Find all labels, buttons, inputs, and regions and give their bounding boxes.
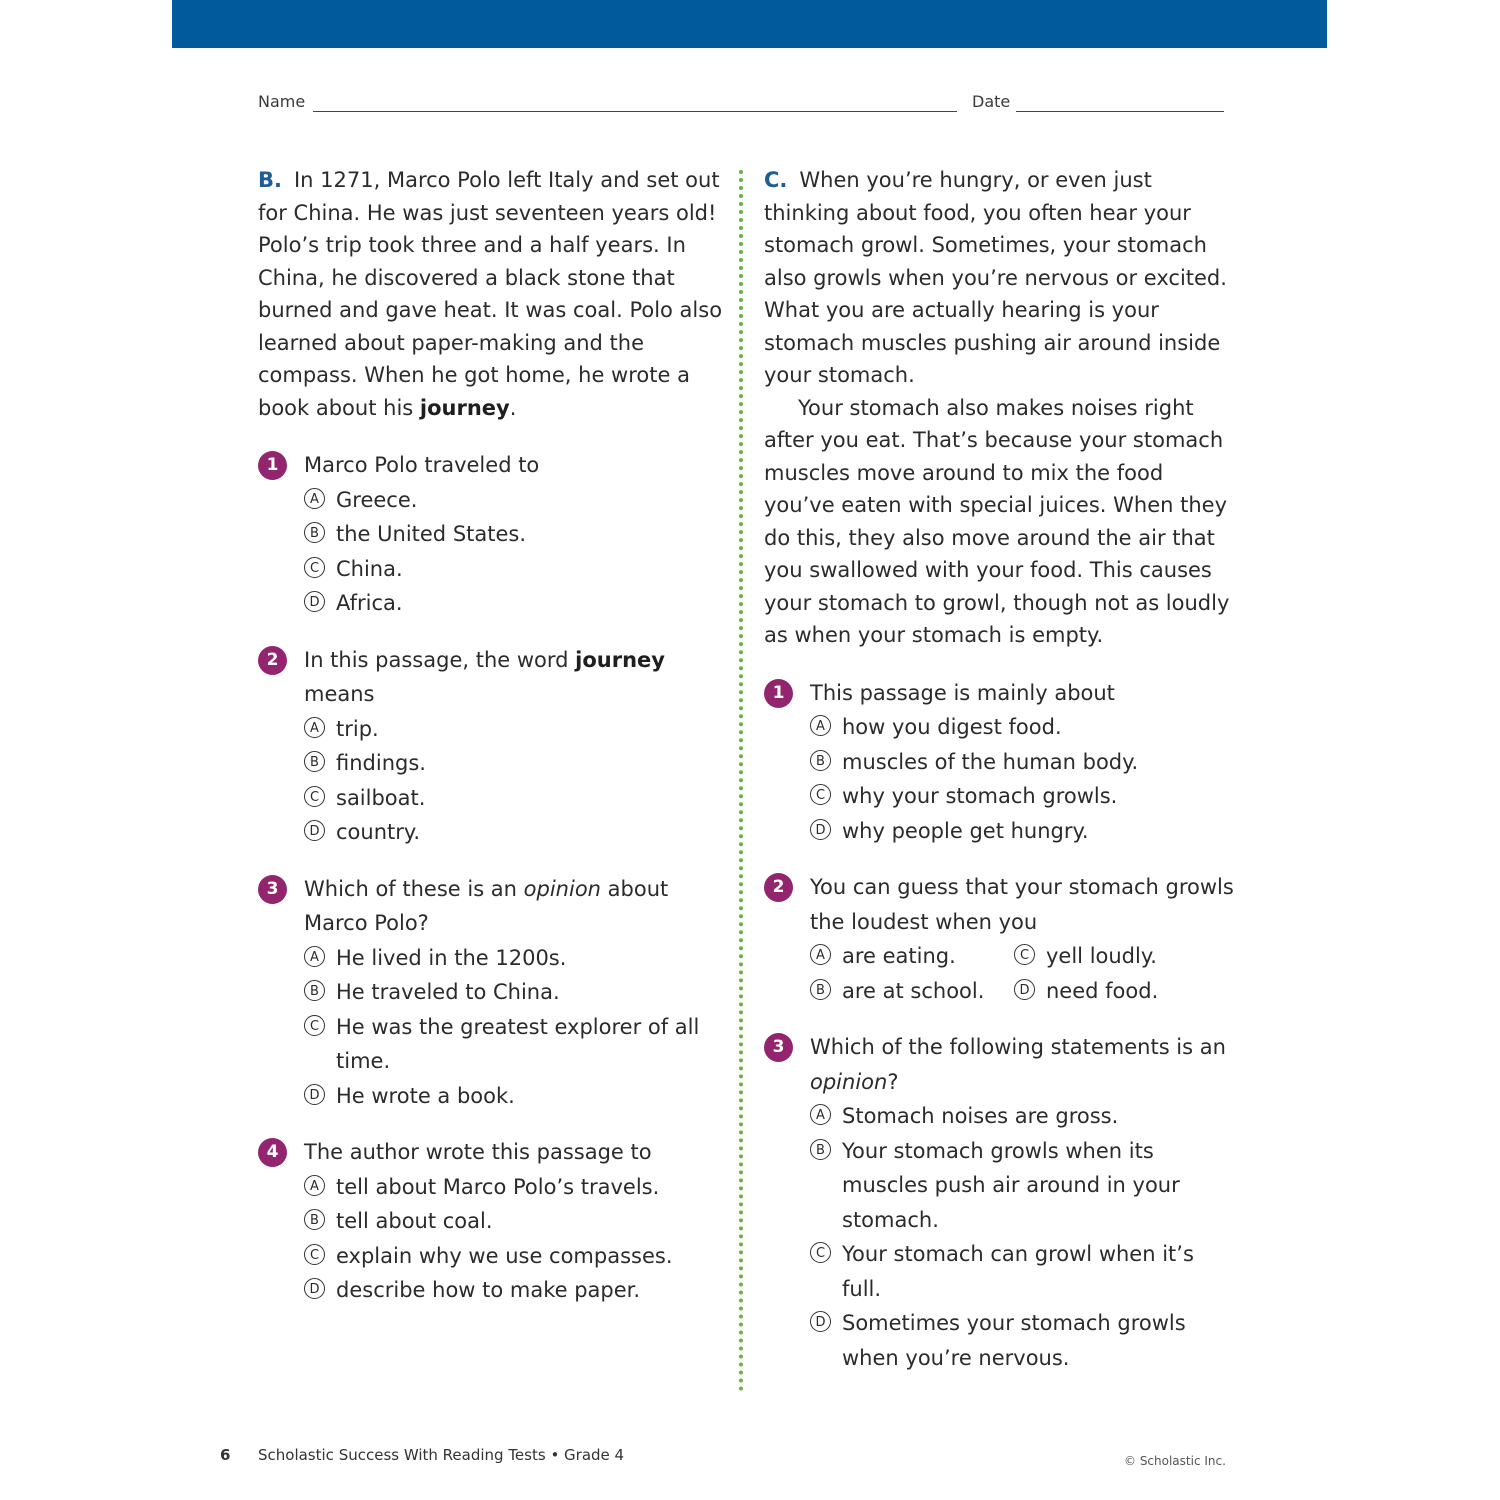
answer-option[interactable] (1014, 974, 1214, 1009)
answer-bubble[interactable]: B (810, 750, 831, 771)
date-label: Date (972, 92, 1011, 111)
answer-option[interactable] (304, 1010, 728, 1079)
stem-text: Which of the following statements is an (810, 1035, 1226, 1059)
answer-text: Sometimes your stomach growls when you’re nervous. (842, 1311, 1186, 1370)
answer-bubble[interactable]: D (810, 1311, 831, 1332)
answer-text: Africa. (336, 591, 403, 615)
answer-text: He wrote a book. (336, 1083, 515, 1108)
answer-option[interactable] (810, 1134, 1234, 1238)
answer-option[interactable] (304, 1170, 728, 1205)
passage-b-text: In 1271, Marco Polo left Italy and set out for China. He was just seventeen years old! Polo’s trip took three and a half years. In China, he discovered a black stone that burned and gave heat. It was coal. Polo also learned about paper-making and the compass. When he got home, he wrote a book about his (258, 168, 723, 420)
answer-text: China. (336, 556, 403, 581)
answer-text: Greece. (336, 487, 418, 512)
question-stem (810, 1030, 1234, 1099)
name-date-row (258, 92, 1224, 116)
answer-text: are at school. (842, 978, 985, 1003)
answer-option[interactable] (810, 745, 1234, 780)
answer-text: yell loudly. (1046, 944, 1157, 968)
answer-bubble[interactable]: B (304, 980, 325, 1001)
passage-b-end: . (509, 395, 517, 420)
question-number-badge: 3 (764, 1033, 793, 1062)
answer-text: He lived in the 1200s. (336, 945, 567, 970)
answer-bubble[interactable]: D (304, 1278, 325, 1299)
top-banner (172, 0, 1327, 48)
stem-text: Which of these is an (304, 876, 524, 901)
answer-option[interactable] (1014, 939, 1214, 974)
answer-option[interactable] (810, 1306, 1234, 1375)
answer-text: Your stomach growls when its muscles push air around in your stomach. (842, 1138, 1180, 1232)
book-title: Scholastic Success With Reading Tests • Grade 4 (258, 1446, 625, 1464)
answer-text: need food. (1046, 978, 1159, 1003)
answer-bubble[interactable]: D (810, 819, 831, 840)
question-stem (304, 872, 728, 941)
answer-bubble[interactable]: A (810, 944, 831, 965)
answer-bubble[interactable]: C (810, 1242, 831, 1263)
passage-b (258, 164, 728, 424)
answer-bubble[interactable]: A (304, 488, 325, 509)
answer-bubble[interactable]: A (304, 1175, 325, 1196)
question-c1 (764, 676, 1234, 849)
answer-option[interactable] (810, 1237, 1234, 1306)
answer-option[interactable] (304, 586, 728, 621)
question-stem: This passage is mainly about (810, 680, 1115, 705)
answer-option[interactable] (304, 552, 728, 587)
stem-vocab-word: journey (575, 647, 665, 672)
answer-option[interactable] (810, 710, 1234, 745)
column-divider (739, 170, 743, 1392)
date-line[interactable] (1016, 111, 1224, 112)
stem-emphasis: opinion (523, 876, 601, 901)
answer-bubble[interactable]: C (304, 557, 325, 578)
answer-text: explain why we use compasses. (336, 1243, 673, 1268)
answer-option[interactable] (810, 974, 1014, 1009)
question-number-badge: 4 (258, 1138, 287, 1167)
question-number-badge: 3 (258, 875, 287, 904)
answer-option[interactable] (810, 939, 1014, 974)
answer-text: tell about coal. (336, 1209, 493, 1233)
answer-option[interactable] (304, 815, 728, 850)
stem-text: about Marco Polo? (304, 876, 669, 935)
answer-text: the United States. (336, 522, 527, 546)
stem-text: ? (887, 1069, 899, 1094)
answer-option[interactable] (304, 712, 728, 747)
answer-text: describe how to make paper. (336, 1278, 641, 1302)
question-b2 (258, 643, 728, 850)
answer-bubble[interactable]: A (304, 717, 325, 738)
question-stem: You can guess that your stomach growls the loudest when you (810, 875, 1234, 934)
question-stem: Marco Polo traveled to (304, 453, 540, 477)
answer-option[interactable] (810, 779, 1234, 814)
section-c-letter: C. (764, 168, 788, 192)
passage-c-paragraph-1 (764, 164, 1234, 392)
question-stem: The author wrote this passage to (304, 1140, 652, 1164)
answer-bubble[interactable]: B (304, 522, 325, 543)
section-c (764, 164, 1234, 1375)
answer-bubble[interactable]: C (304, 786, 325, 807)
answer-option[interactable] (304, 1079, 728, 1114)
answer-options-grid (810, 939, 1234, 1008)
answer-bubble[interactable]: C (304, 1244, 325, 1265)
answer-text: He was the greatest explorer of all time. (336, 1014, 700, 1073)
answer-option[interactable] (304, 517, 728, 552)
question-number-badge: 1 (258, 451, 287, 480)
answer-text: trip. (336, 716, 379, 741)
stem-emphasis: opinion (810, 1069, 888, 1094)
passage-c-paragraph-2: Your stomach also makes noises right after you eat. That’s because your stomach muscles move around to mix the food you’ve eaten with special juices. When they do this, they also move around the air that you swallowed with your food. This causes your stomach to growl, though not as loudly as when your stomach is empty. (764, 395, 1230, 647)
answer-option[interactable] (304, 1239, 728, 1274)
answer-option[interactable] (304, 1273, 728, 1308)
answer-bubble[interactable]: C (1014, 944, 1035, 965)
answer-bubble[interactable]: A (810, 1104, 831, 1125)
passage-c-text: When you’re hungry, or even just thinking about food, you often hear your stomach growl. Sometimes, your stomach also growls when you’re nervous or excited. What you are actually hearing is your stomach muscles pushing air around inside your stomach. (764, 168, 1227, 387)
name-label: Name (258, 92, 306, 111)
answer-option[interactable] (304, 941, 728, 976)
answer-option[interactable] (304, 746, 728, 781)
answer-text: Stomach noises are gross. (842, 1104, 1119, 1128)
answer-text: how you digest food. (842, 715, 1062, 739)
answer-bubble[interactable]: B (810, 979, 831, 1000)
question-b3 (258, 872, 728, 1114)
question-stem (304, 643, 728, 712)
answer-text: Your stomach can growl when it’s full. (842, 1242, 1194, 1301)
question-number-badge: 2 (258, 646, 287, 675)
answer-text: why people get hungry. (842, 818, 1089, 843)
answer-option[interactable] (304, 975, 728, 1010)
copyright: © Scholastic Inc. (1124, 1454, 1226, 1468)
question-b1 (258, 448, 728, 621)
answer-bubble[interactable]: D (304, 591, 325, 612)
answer-bubble[interactable]: D (304, 820, 325, 841)
answer-text: sailboat. (336, 785, 426, 810)
question-c2 (764, 870, 1234, 1008)
name-line[interactable] (313, 111, 957, 112)
question-number-badge: 1 (764, 679, 793, 708)
answer-bubble[interactable]: B (810, 1139, 831, 1160)
answer-text: why your stomach growls. (842, 784, 1118, 808)
answer-text: are eating. (842, 944, 956, 968)
answer-text: muscles of the human body. (842, 749, 1139, 774)
answer-bubble[interactable]: B (304, 751, 325, 772)
answer-bubble[interactable]: D (1014, 979, 1035, 1000)
answer-option[interactable] (304, 1204, 728, 1239)
stem-text: means (304, 682, 375, 706)
answer-bubble[interactable]: D (304, 1084, 325, 1105)
answer-text: tell about Marco Polo’s travels. (336, 1174, 660, 1199)
section-b (258, 164, 728, 1308)
answer-bubble[interactable]: C (810, 784, 831, 805)
question-c3 (764, 1030, 1234, 1375)
section-b-letter: B. (258, 168, 282, 192)
passage-b-vocab-word: journey (419, 395, 510, 420)
question-number-badge: 2 (764, 873, 793, 902)
answer-text: country. (336, 820, 420, 844)
answer-bubble[interactable]: B (304, 1209, 325, 1230)
answer-option[interactable] (810, 814, 1234, 849)
answer-bubble[interactable]: C (304, 1015, 325, 1036)
answer-text: He traveled to China. (336, 980, 560, 1004)
answer-text: findings. (336, 751, 426, 775)
answer-option[interactable] (304, 483, 728, 518)
answer-option[interactable] (810, 1099, 1234, 1134)
answer-option[interactable] (304, 781, 728, 816)
answer-bubble[interactable]: A (304, 946, 325, 967)
answer-bubble[interactable]: A (810, 715, 831, 736)
stem-text: In this passage, the word (304, 647, 576, 672)
page-number: 6 (220, 1446, 231, 1464)
question-b4 (258, 1135, 728, 1308)
